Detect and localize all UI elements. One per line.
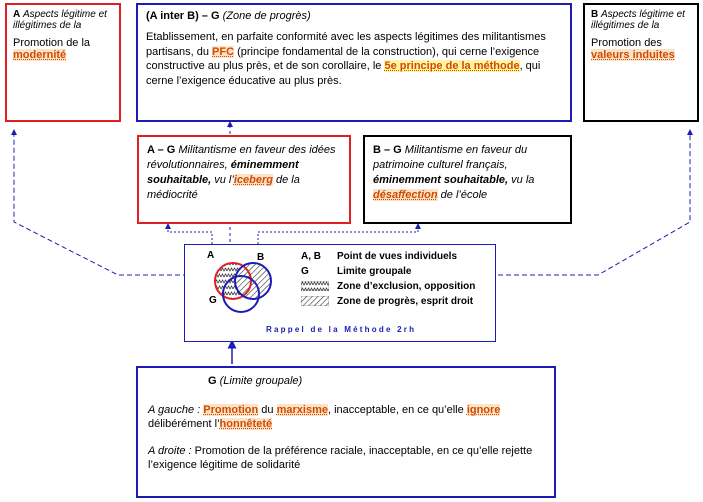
iceberg-link[interactable]: iceberg <box>233 173 273 186</box>
box-a-subtitle: Aspects légitime et illégitimes de la <box>13 9 107 31</box>
box-g-left-mid: délibérément l’ <box>148 418 220 431</box>
box-a <box>5 3 121 122</box>
honnetete-link[interactable]: honnêteté <box>219 418 273 431</box>
legend-text-3: Zone d’exclusion, opposition <box>337 281 476 292</box>
box-b-subtitle: Aspects légitime et illégitimes de la <box>591 9 685 31</box>
legend-key-2: G <box>301 266 309 277</box>
venn-label-g: G <box>209 295 217 306</box>
box-a-promo-value: modernité <box>13 49 67 61</box>
box-center <box>136 3 572 122</box>
box-g <box>136 366 556 498</box>
box-g-left-rest: , inacceptable, en ce qu’elle <box>327 403 464 416</box>
legend-key-1: A, B <box>301 251 321 262</box>
box-g-right-text: Promotion de la préférence raciale, inacceptable, en ce qu’elle rejette l’exigence légitime de solidarité <box>148 444 533 472</box>
legend-row-1 <box>301 251 457 262</box>
desaffection-link[interactable]: désaffection <box>373 188 438 201</box>
box-center-header-note: (Zone de progrès) <box>222 10 311 22</box>
box-g-left-du: du <box>258 403 277 416</box>
box-bg-text-2: vu la <box>511 173 535 186</box>
legend-text-4: Zone de progrès, esprit droit <box>337 296 474 307</box>
promotion-link[interactable]: Promotion <box>203 403 259 416</box>
legend-row-2 <box>301 266 411 277</box>
box-bg-header: B – G <box>373 144 402 156</box>
hatch-swatch-icon <box>301 296 329 306</box>
legend-text-2: Limite groupale <box>337 266 412 277</box>
box-ag-header: A – G <box>147 144 176 156</box>
box-g-left-label: A gauche : <box>148 403 201 416</box>
box-g-header-note: (Limite groupale) <box>219 375 303 387</box>
venn-label-b: B <box>257 252 265 263</box>
box-bg-text-1: Militantisme en faveur du patrimoine culturel français, <box>373 144 528 171</box>
principle-link[interactable]: 5e principe de la méthode <box>384 60 520 73</box>
box-bg-text-3: de l’école <box>437 188 488 201</box>
box-ag-text-1: Militantisme en faveur des idées révolutionnaires, <box>147 144 336 171</box>
marxisme-link[interactable]: marxisme <box>276 403 328 416</box>
venn-box <box>184 244 496 342</box>
legend-row-4 <box>301 296 473 307</box>
box-center-header: (A inter B) – G <box>146 10 220 22</box>
box-b-promo-value: valeurs induites <box>591 49 675 61</box>
box-a-promo-label: Promotion de la <box>13 37 91 49</box>
ignore-link[interactable]: ignore <box>466 403 501 416</box>
box-ag-emph: éminemment souhaitable, <box>147 158 299 186</box>
legend-row-3 <box>301 281 475 292</box>
zigzag-swatch-icon <box>301 281 329 291</box>
venn-caption: R a p p e l d e l a M é t h o d e 2 r h <box>265 325 415 334</box>
box-ag-text-3: de la médiocrité <box>147 173 300 201</box>
box-bg-emph: éminemment souhaitable, <box>373 173 509 186</box>
legend-text-1: Point de vues individuels <box>337 251 458 262</box>
box-a-letter: A <box>13 9 21 20</box>
box-b <box>583 3 699 122</box>
venn-diagram <box>191 249 301 329</box>
pfc-link[interactable]: PFC <box>212 45 235 58</box>
box-b-promo-label: Promotion des <box>591 37 662 49</box>
box-b-letter: B <box>591 9 599 20</box>
box-ag <box>137 135 351 224</box>
box-center-text-1: Etablissement, en parfaite conformité avec les aspects légitimes des militantismes partisans, du <box>146 31 546 58</box>
box-center-text-2: (principe fondamental de la construction), qui cerne l’exigence constructive au plus près, et de son corollaire, le <box>146 45 540 73</box>
box-ag-text-2: vu l’ <box>214 173 234 186</box>
venn-label-a: A <box>207 250 215 261</box>
box-center-text-3: , qui cerne l’exigence éducative au plus près. <box>146 60 541 87</box>
box-g-header: G <box>208 375 217 387</box>
box-bg <box>363 135 572 224</box>
box-g-right-label: A droite : <box>148 444 192 457</box>
